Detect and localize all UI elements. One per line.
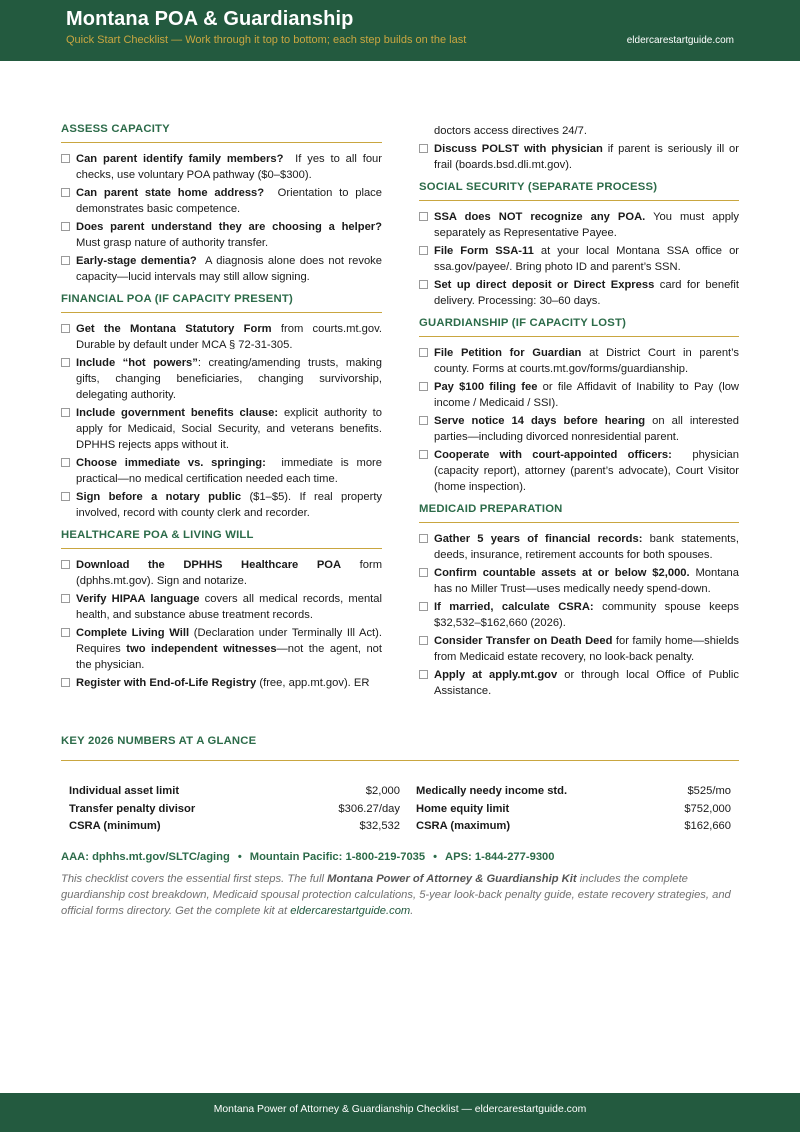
- item-text: from courts.mt.gov. Durable by default under MCA § 72-31-305.: [76, 323, 382, 351]
- item-text: If yes to all four checks, use voluntary POA pathway ($0–$300).: [76, 153, 382, 181]
- contact-aaa[interactable]: AAA: dphhs.mt.gov/SLTC/aging: [61, 851, 230, 863]
- item-bold: Early-stage dementia?: [76, 255, 197, 267]
- item-text: Montana has no Miller Trust—uses medically needy spend-down.: [434, 567, 739, 595]
- right-column: [419, 123, 739, 701]
- page-subtitle: Quick Start Checklist — Work through it top to bottom; each step builds on the last: [66, 34, 467, 46]
- item-text: form (dphhs.mt.gov). Sign and notarize.: [76, 559, 383, 587]
- note-text: This checklist covers the essential first steps. The full: [61, 873, 328, 885]
- section-title-guardianship: GUARDIANSHIP (IF CAPACITY LOST): [419, 317, 739, 337]
- item-text: You must apply separately as Representative Payee.: [434, 211, 739, 239]
- item-bold: Verify HIPAA language: [76, 593, 200, 605]
- item-text: covers all medical records, mental health, and substance abuse treatment records.: [76, 593, 382, 621]
- item-text: doctors access directives 24/7.: [434, 125, 587, 137]
- item-bold: Confirm countable assets at or below $2,000.: [434, 567, 690, 579]
- item-text: bank statements, deeds, insurance, retirement accounts for both spouses.: [434, 533, 739, 561]
- checklist-item[interactable]: [419, 277, 739, 309]
- checkbox[interactable]: [61, 628, 70, 637]
- item-bold: Can parent state home address?: [76, 187, 265, 199]
- checklist-item[interactable]: [419, 345, 739, 377]
- checkbox[interactable]: [61, 324, 70, 333]
- note-text: includes the complete guardianship cost breakdown, Medicaid spousal protection calculations, 5-year look-back penalty guide, estate recovery strategies, and official forms directory. Get the complete kit at: [61, 873, 731, 917]
- key-label: Medically needy income std.: [416, 785, 568, 797]
- item-text: ($1–$5). If real property involved, record with county clerk and recorder.: [76, 491, 383, 519]
- item-bold: Pay $100 filing fee: [434, 381, 538, 393]
- header-site-link[interactable]: eldercarestartguide.com: [626, 35, 734, 46]
- contact-mountain-pacific[interactable]: Mountain Pacific: 1-800-219-7035: [249, 851, 426, 863]
- checklist-item[interactable]: [419, 565, 739, 597]
- item-bold: Set up direct deposit or Direct Express: [434, 279, 655, 291]
- item-text: at District Court in parent’s county. Forms at courts.mt.gov/forms/guardianship.: [434, 347, 740, 375]
- item-bold: Serve notice 14 days before hearing: [434, 415, 646, 427]
- checklist-item[interactable]: [419, 379, 739, 411]
- checklist-item[interactable]: [61, 151, 382, 183]
- contact-aps[interactable]: APS: 1-844-277-9300: [445, 851, 555, 863]
- checklist-item[interactable]: [61, 489, 382, 521]
- item-text: or through local Office of Public Assistance.: [434, 669, 739, 697]
- item-text: for family home—shields from Medicaid estate recovery, no look-back penalty.: [434, 635, 740, 663]
- item-text: if parent is seriously ill or frail (boards.bsd.dli.mt.gov).: [434, 143, 739, 171]
- item-text: community spouse keeps $32,532–$162,660 (2026).: [434, 601, 740, 629]
- checkbox[interactable]: [419, 144, 428, 153]
- item-bold: If married, calculate CSRA:: [434, 601, 594, 613]
- separator-dot: •: [237, 851, 242, 863]
- section-title-key-numbers: KEY 2026 NUMBERS AT A GLANCE: [61, 735, 739, 761]
- checklist-item[interactable]: [61, 455, 382, 487]
- key-value: $752,000: [684, 802, 731, 815]
- checkbox[interactable]: [419, 568, 428, 577]
- key-numbers-table: [69, 785, 731, 838]
- item-bold: Complete Living Will: [76, 627, 190, 639]
- checkbox[interactable]: [419, 212, 428, 221]
- kit-link[interactable]: eldercarestartguide.com: [290, 905, 411, 917]
- item-text: at your local Montana SSA office or ssa.gov/payee/. Bring photo ID and parent’s SSN.: [434, 245, 740, 273]
- separator-dot: •: [433, 851, 438, 863]
- item-bold: Cooperate with court-appointed officers:: [434, 449, 672, 461]
- left-column: [61, 123, 382, 693]
- checkbox[interactable]: [419, 534, 428, 543]
- section-title-social: SOCIAL SECURITY (SEPARATE PROCESS): [419, 181, 739, 201]
- item-bold: Can parent identify family members?: [76, 153, 284, 165]
- key-numbers-section: [61, 735, 739, 832]
- checkbox[interactable]: [61, 222, 70, 231]
- checklist-item[interactable]: [419, 531, 739, 563]
- checklist-item[interactable]: [419, 599, 739, 631]
- checkbox[interactable]: [61, 408, 70, 417]
- item-bold: Include government benefits clause:: [76, 407, 279, 419]
- item-bold: Apply at apply.mt.gov: [434, 669, 558, 681]
- checkbox[interactable]: [61, 154, 70, 163]
- checkbox[interactable]: [419, 670, 428, 679]
- checklist-item[interactable]: [419, 447, 739, 495]
- checklist-item[interactable]: [419, 667, 739, 699]
- item-bold: Choose immediate vs. springing:: [76, 457, 266, 469]
- item-text: on all interested parties—including divorced nonresidential parent.: [434, 415, 739, 443]
- item-bold: File Form SSA-11: [434, 245, 534, 257]
- checklist-item[interactable]: [61, 355, 382, 403]
- key-value: $525/mo: [687, 785, 731, 797]
- item-text: Orientation to place demonstrates basic competence.: [76, 187, 382, 215]
- checklist-item[interactable]: [61, 675, 382, 691]
- checkbox[interactable]: [61, 594, 70, 603]
- checkbox[interactable]: [419, 348, 428, 357]
- checklist-item-continued: [419, 123, 739, 139]
- checkbox[interactable]: [61, 188, 70, 197]
- item-bold: Consider Transfer on Death Deed: [434, 635, 613, 647]
- item-text: —not the agent, not the physician.: [76, 643, 382, 671]
- page-title: Montana POA & Guardianship: [66, 8, 354, 30]
- checklist-item[interactable]: [419, 413, 739, 445]
- section-title-medicaid: MEDICAID PREPARATION: [419, 503, 739, 523]
- checklist-item[interactable]: [61, 557, 382, 589]
- item-bold: Gather 5 years of financial records:: [434, 533, 643, 545]
- item-bold: two independent witnesses: [126, 643, 277, 655]
- key-label: Transfer penalty divisor: [69, 802, 196, 815]
- item-bold: Include “hot powers”: [76, 357, 198, 369]
- item-bold: Download the DPHHS Healthcare POA: [76, 559, 342, 571]
- checkbox[interactable]: [61, 560, 70, 569]
- checkbox[interactable]: [61, 678, 70, 687]
- item-text: explicit authority to apply for Medicaid, Social Security, and veterans benefits. DPHHS rejects apps without it.: [76, 407, 383, 451]
- section-title-financial: FINANCIAL POA (IF CAPACITY PRESENT): [61, 293, 382, 313]
- checklist-item[interactable]: [419, 633, 739, 665]
- note-text: .: [410, 905, 414, 917]
- checklist-item[interactable]: [61, 219, 382, 251]
- table-row: [69, 785, 731, 803]
- page-footer: [0, 1093, 800, 1132]
- section-title-assess: ASSESS CAPACITY: [61, 123, 382, 143]
- checkbox[interactable]: [61, 458, 70, 467]
- checkbox[interactable]: [419, 246, 428, 255]
- key-label: CSRA (maximum): [416, 820, 511, 832]
- key-label: CSRA (minimum): [69, 820, 161, 832]
- item-bold: Does parent understand they are choosing a helper?: [76, 221, 382, 233]
- key-value: $162,660: [684, 820, 731, 832]
- item-bold: Discuss POLST with physician: [434, 143, 603, 155]
- key-value: $2,000: [365, 785, 400, 797]
- section-title-healthcare: HEALTHCARE POA & LIVING WILL: [61, 529, 382, 549]
- key-value: $32,532: [359, 820, 400, 832]
- key-label: Home equity limit: [416, 802, 510, 815]
- table-row: [69, 803, 731, 821]
- checkbox[interactable]: [61, 358, 70, 367]
- item-text: Must grasp nature of authority transfer.: [76, 237, 269, 249]
- checkbox[interactable]: [419, 280, 428, 289]
- kit-name: Montana Power of Attorney & Guardianship Kit: [327, 873, 577, 885]
- checklist-item[interactable]: [61, 405, 382, 453]
- checklist-item[interactable]: [419, 243, 739, 275]
- kit-note: [61, 871, 739, 919]
- key-label: Individual asset limit: [69, 785, 180, 797]
- checklist-item[interactable]: [61, 625, 382, 673]
- item-text: : creating/amending trusts, making gifts, changing beneficiaries, changing survivorship, delegating authority.: [76, 357, 382, 401]
- item-bold: Register with End-of-Life Registry: [76, 677, 257, 689]
- checklist-item[interactable]: [61, 591, 382, 623]
- checkbox[interactable]: [419, 450, 428, 459]
- checklist-item[interactable]: [61, 185, 382, 217]
- item-text: immediate is more practical—no medical certification needed each time.: [76, 457, 383, 485]
- item-text: physician (capacity report), attorney (parent’s advocate), Court Visitor (home inspection).: [434, 449, 739, 493]
- checkbox[interactable]: [419, 602, 428, 611]
- item-bold: Get the Montana Statutory Form: [76, 323, 272, 335]
- item-bold: File Petition for Guardian: [434, 347, 582, 359]
- checklist-item[interactable]: [419, 209, 739, 241]
- page-header: [0, 0, 800, 61]
- checkbox[interactable]: [419, 416, 428, 425]
- item-text: (Declaration under Terminally Ill Act). Requires: [76, 627, 382, 655]
- key-value: $306.27/day: [338, 802, 400, 815]
- item-text: (free, app.mt.gov). ER: [259, 677, 370, 689]
- checkbox[interactable]: [61, 256, 70, 265]
- contacts-line: [61, 851, 555, 863]
- item-bold: SSA does NOT recognize any POA.: [434, 211, 646, 223]
- checklist-item[interactable]: [419, 141, 739, 173]
- checkbox[interactable]: [419, 382, 428, 391]
- item-text: card for benefit delivery. Processing: 30–60 days.: [434, 279, 740, 307]
- item-text: or file Affidavit of Inability to Pay (low income / Medicaid / SSI).: [434, 381, 739, 409]
- checkbox[interactable]: [61, 492, 70, 501]
- item-text: A diagnosis alone does not revoke capacity—lucid intervals may still allow signing.: [76, 255, 382, 283]
- checklist-item[interactable]: [61, 253, 382, 285]
- table-row: [69, 820, 731, 838]
- checklist-item[interactable]: [61, 321, 382, 353]
- checkbox[interactable]: [419, 636, 428, 645]
- footer-text: Montana Power of Attorney & Guardianship Checklist — eldercarestartguide.com: [213, 1104, 587, 1115]
- item-bold: Sign before a notary public: [76, 491, 242, 503]
